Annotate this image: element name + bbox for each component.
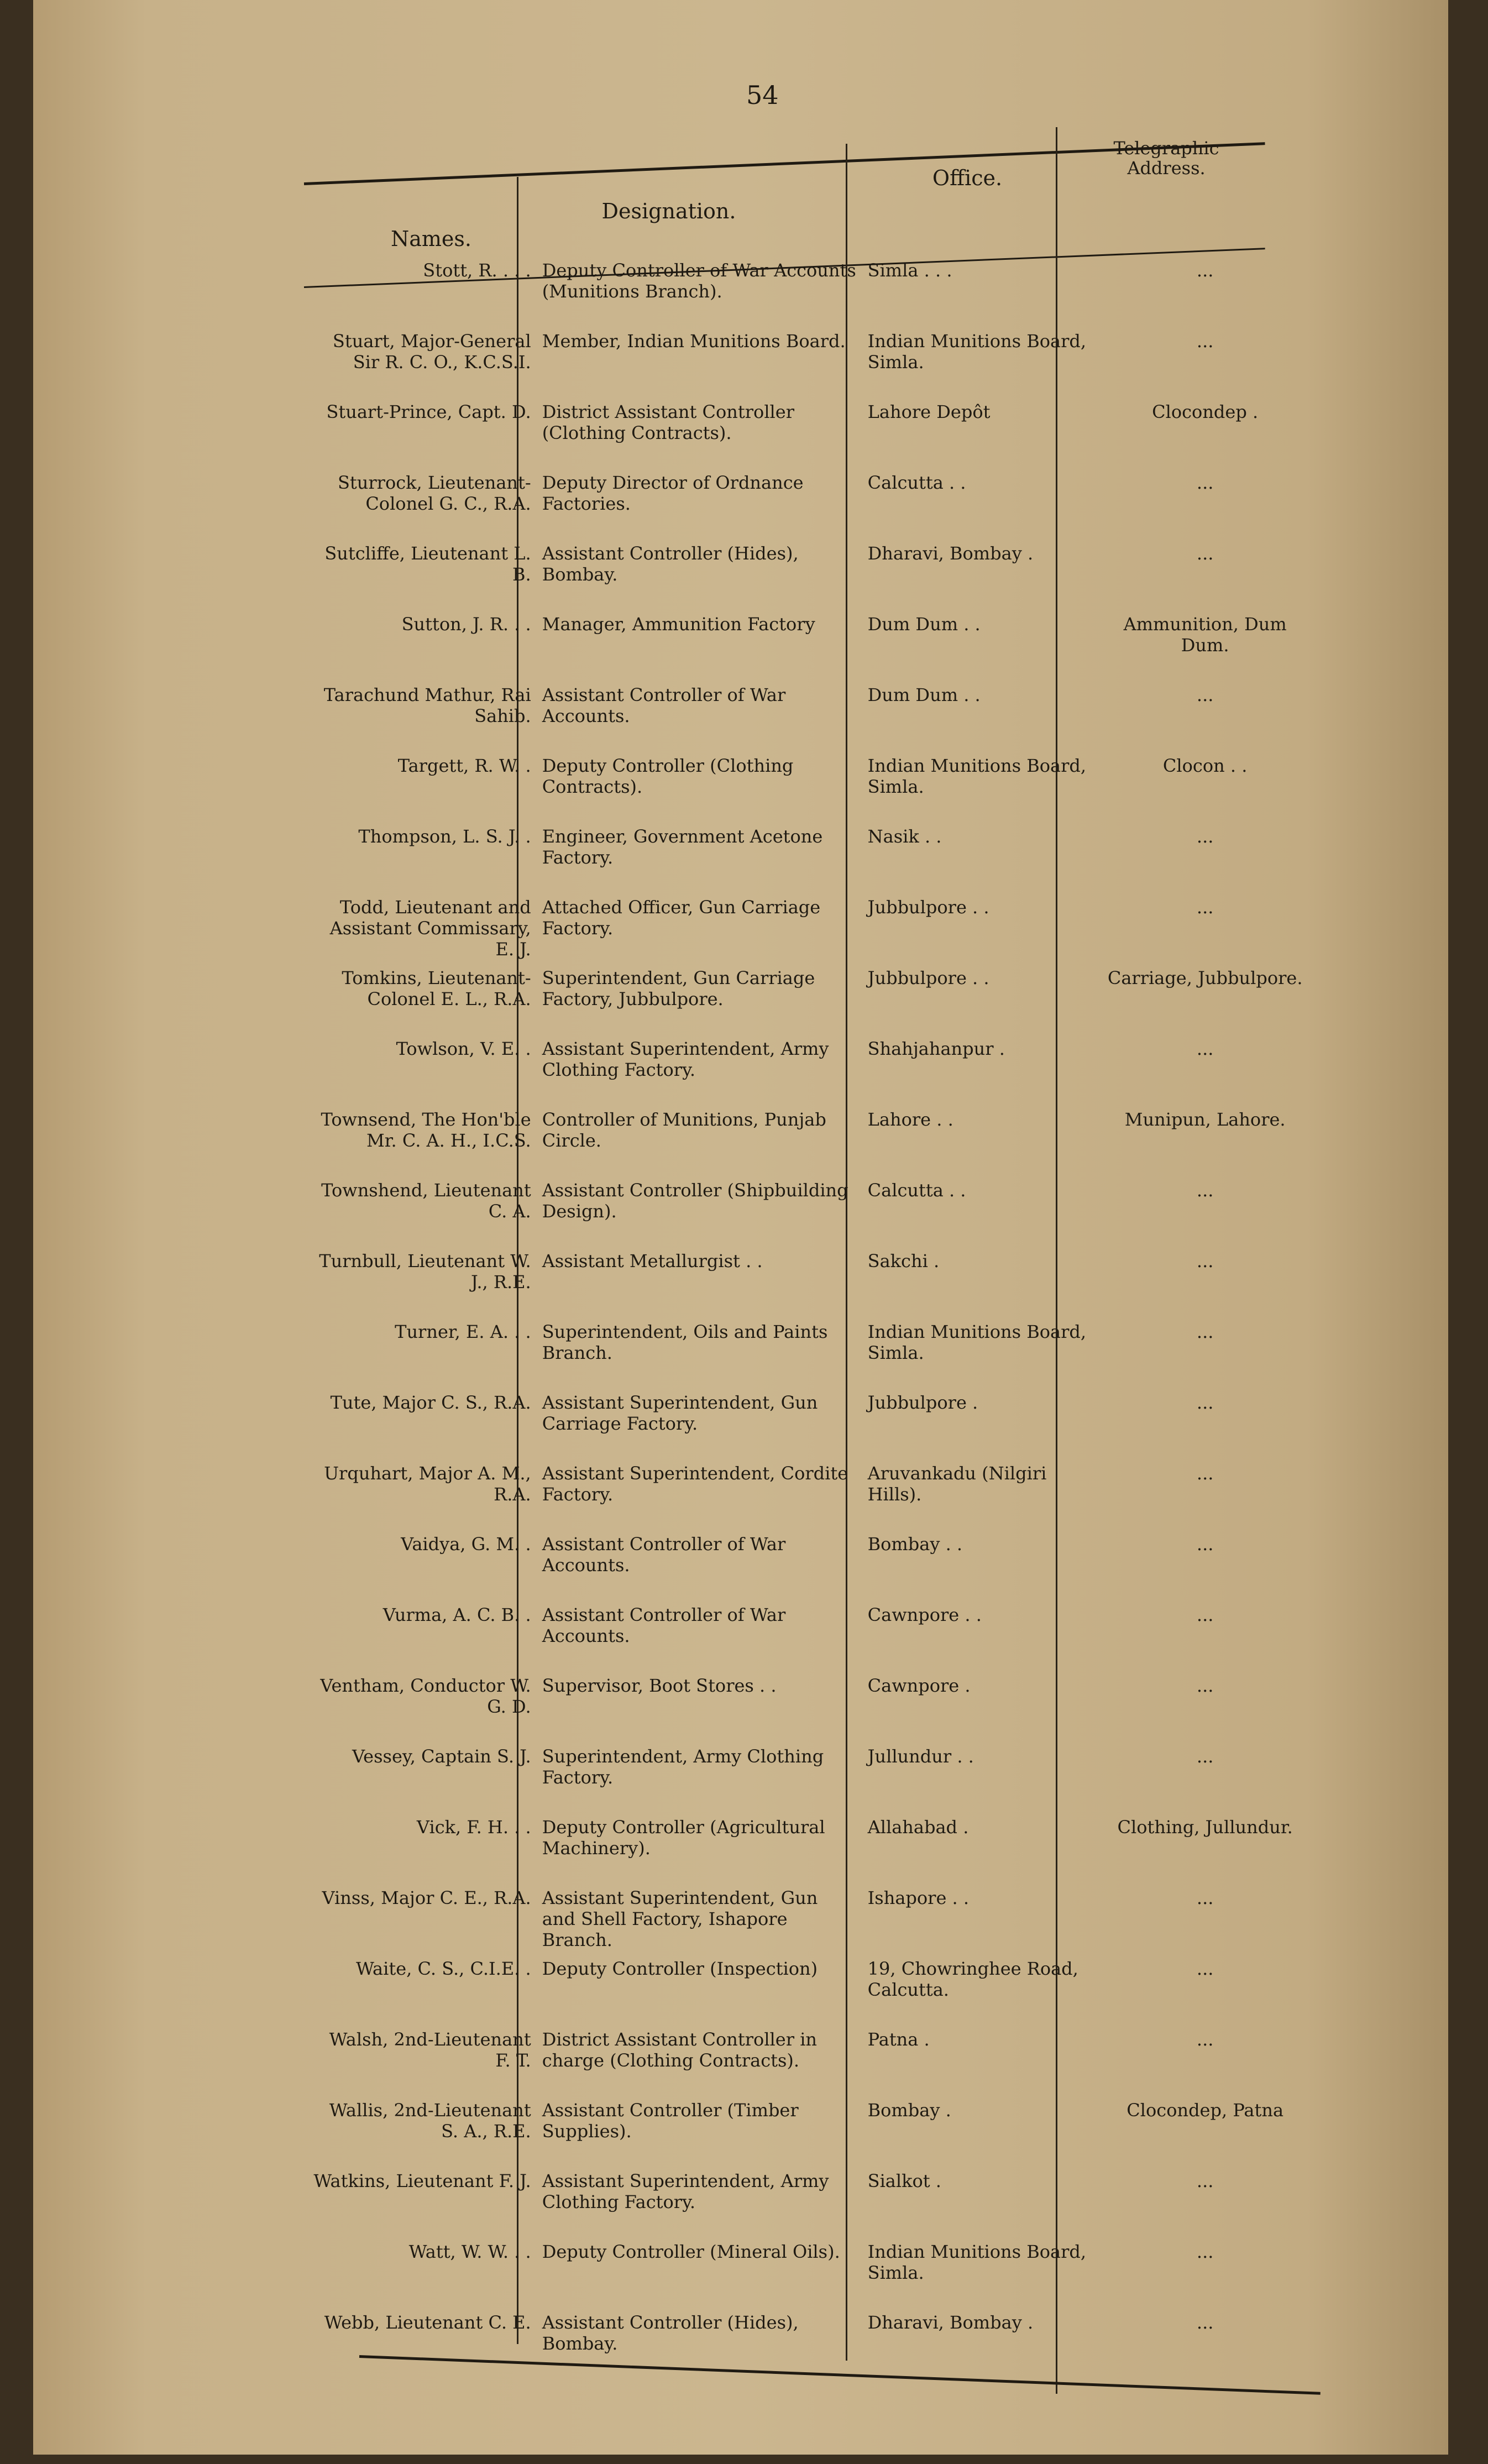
designation-cell: Deputy Controller (Agricultural Machinery).: [542, 1817, 825, 1859]
designation-cell: Assistant Metallurgist . .: [542, 1251, 763, 1272]
designation-cell: Assistant Superintendent, Gun Carriage Factory.: [542, 1392, 818, 1434]
table-row: [304, 1180, 1316, 1251]
office-cell: Jullundur . .: [867, 1746, 974, 1767]
office-cell: Lahore . .: [867, 1109, 953, 1130]
name-cell: Vaidya, G. M. .: [401, 1534, 531, 1555]
telegraphic-cell: ...: [1196, 1321, 1214, 1342]
name-cell: Waite, C. S., C.I.E. .: [355, 1958, 531, 1979]
name-cell: Targett, R. W. .: [397, 755, 531, 776]
office-cell: Bombay . .: [867, 1534, 963, 1555]
office-cell: Indian Munitions Board, Simla.: [867, 331, 1087, 373]
designation-cell: Assistant Controller (Timber Supplies).: [542, 2100, 799, 2142]
office-cell: Dum Dum . .: [867, 684, 981, 705]
name-cell: Tomkins, Lieutenant-Colonel E. L., R.A.: [342, 967, 531, 1009]
telegraphic-cell: ...: [1196, 2029, 1214, 2050]
table-row: [304, 1604, 1316, 1675]
office-cell: Jubbulpore . .: [867, 897, 989, 918]
office-cell: Dharavi, Bombay .: [867, 543, 1034, 564]
name-cell: Walsh, 2nd-Lieutenant F. T.: [329, 2029, 531, 2071]
name-cell: Wallis, 2nd-Lieutenant S. A., R.E.: [329, 2100, 531, 2142]
office-cell: Cawnpore . .: [867, 1604, 982, 1625]
designation-cell: Attached Officer, Gun Carriage Factory.: [542, 897, 821, 939]
office-cell: Indian Munitions Board, Simla.: [867, 1321, 1087, 1363]
name-cell: Vurma, A. C. B. .: [383, 1604, 531, 1625]
name-cell: Sutcliffe, Lieutenant L. B.: [324, 543, 531, 585]
telegraphic-cell: Clocondep .: [1152, 401, 1259, 422]
designation-cell: Superintendent, Army Clothing Factory.: [542, 1746, 824, 1788]
name-cell: Webb, Lieutenant C. E.: [324, 2312, 531, 2333]
office-cell: Sialkot .: [867, 2170, 941, 2191]
office-cell: Indian Munitions Board, Simla.: [867, 755, 1087, 797]
table-row: [304, 967, 1316, 1038]
designation-cell: Assistant Superintendent, Army Clothing Factory.: [542, 2170, 829, 2212]
table-row: [304, 1887, 1316, 1958]
office-cell: Allahabad .: [867, 1817, 969, 1838]
name-cell: Stott, R. . . .: [423, 260, 531, 281]
designation-cell: Supervisor, Boot Stores . .: [542, 1675, 777, 1696]
designation-cell: District Assistant Controller in charge (Clothing Contracts).: [542, 2029, 818, 2071]
name-cell: Sutton, J. R. . .: [401, 614, 531, 635]
telegraphic-cell: Ammunition, Dum Dum.: [1123, 614, 1287, 656]
directory-rows: [304, 260, 1316, 2383]
telegraphic-cell: ...: [1196, 472, 1214, 493]
designation-cell: Manager, Ammunition Factory: [542, 614, 815, 635]
table-row: [304, 1392, 1316, 1463]
office-cell: 19, Chowringhee Road, Calcutta.: [867, 1958, 1078, 2000]
name-cell: Ventham, Conductor W. G. D.: [320, 1675, 531, 1717]
designation-cell: Assistant Superintendent, Army Clothing Factory.: [542, 1038, 829, 1080]
telegraphic-cell: ...: [1196, 684, 1214, 705]
table-row: [304, 1534, 1316, 1604]
designation-cell: Engineer, Government Acetone Factory.: [542, 826, 823, 868]
table-row: [304, 260, 1316, 331]
name-cell: Towlson, V. E. .: [396, 1038, 531, 1059]
office-cell: Aruvankadu (Nilgiri Hills).: [867, 1463, 1047, 1505]
name-cell: Turner, E. A. . .: [395, 1321, 531, 1342]
name-cell: Todd, Lieutenant and Assistant Commissary, E. J.: [329, 897, 531, 960]
table-row: [304, 1321, 1316, 1392]
designation-cell: Assistant Superintendent, Cordite Factory.: [542, 1463, 848, 1505]
header-names: Names.: [390, 227, 471, 251]
table-row: [304, 2241, 1316, 2312]
telegraphic-cell: ...: [1196, 1746, 1214, 1767]
designation-cell: Superintendent, Oils and Paints Branch.: [542, 1321, 828, 1363]
telegraphic-cell: Clothing, Jullundur.: [1117, 1817, 1293, 1838]
office-cell: Nasik . .: [867, 826, 942, 847]
header-designation: Designation.: [601, 199, 736, 223]
office-cell: Dum Dum . .: [867, 614, 981, 635]
name-cell: Turnbull, Lieutenant W. J., R.E.: [319, 1251, 531, 1293]
name-cell: Sturrock, Lieutenant-Colonel G. C., R.A.: [337, 472, 531, 514]
designation-cell: Assistant Superintendent, Gun and Shell Factory, Ishapore Branch.: [542, 1887, 818, 1950]
table-row: [304, 331, 1316, 401]
office-cell: Calcutta . .: [867, 472, 966, 493]
name-cell: Tarachund Mathur, Rai Sahib.: [323, 684, 531, 726]
name-cell: Townshend, Lieutenant C. A.: [321, 1180, 531, 1222]
table-row: [304, 1817, 1316, 1887]
telegraphic-cell: ...: [1196, 1887, 1214, 1908]
office-cell: Dharavi, Bombay .: [867, 2312, 1034, 2333]
designation-cell: Assistant Controller (Hides), Bombay.: [542, 543, 799, 585]
office-cell: Lahore Depôt: [867, 401, 991, 422]
name-cell: Watt, W. W. . .: [408, 2241, 531, 2262]
office-cell: Bombay .: [867, 2100, 951, 2121]
table-row: [304, 2100, 1316, 2170]
designation-cell: Assistant Controller (Shipbuilding Design).: [542, 1180, 848, 1222]
table-row: [304, 543, 1316, 614]
table-row: [304, 1109, 1316, 1180]
designation-cell: Assistant Controller of War Accounts.: [542, 684, 786, 726]
name-cell: Vinss, Major C. E., R.A.: [322, 1887, 531, 1908]
designation-cell: Assistant Controller (Hides), Bombay.: [542, 2312, 799, 2354]
designation-cell: Assistant Controller of War Accounts.: [542, 1604, 786, 1646]
telegraphic-cell: ...: [1196, 1604, 1214, 1625]
name-cell: Urquhart, Major A. M., R.A.: [324, 1463, 531, 1505]
name-cell: Stuart-Prince, Capt. D.: [326, 401, 531, 422]
directory-table: [304, 260, 1316, 2383]
header-office: Office.: [932, 166, 1003, 190]
table-row: [304, 684, 1316, 755]
telegraphic-cell: ...: [1196, 260, 1214, 281]
designation-cell: Superintendent, Gun Carriage Factory, Jubbulpore.: [542, 967, 815, 1009]
name-cell: Stuart, Major-General Sir R. C. O., K.C.S.I.: [332, 331, 531, 373]
telegraphic-cell: ...: [1196, 1038, 1214, 1059]
header-telegraphic: Telegraphic Address.: [1113, 138, 1219, 179]
designation-cell: Deputy Director of Ordnance Factories.: [542, 472, 804, 514]
name-cell: Thompson, L. S. J. .: [358, 826, 531, 847]
telegraphic-cell: Clocondep, Patna: [1127, 2100, 1284, 2121]
telegraphic-cell: ...: [1196, 1958, 1214, 1979]
table-row: [304, 1038, 1316, 1109]
table-row: [304, 472, 1316, 543]
name-cell: Vessey, Captain S. J.: [352, 1746, 531, 1767]
telegraphic-cell: Carriage, Jubbulpore.: [1107, 967, 1303, 988]
telegraphic-cell: ...: [1196, 1392, 1214, 1413]
telegraphic-cell: Clocon . .: [1162, 755, 1248, 776]
telegraphic-cell: ...: [1196, 826, 1214, 847]
table-row: [304, 1251, 1316, 1321]
office-cell: Jubbulpore . .: [867, 967, 989, 988]
office-cell: Ishapore . .: [867, 1887, 970, 1908]
directory-page: [33, 0, 1448, 2455]
office-cell: Calcutta . .: [867, 1180, 966, 1201]
office-cell: Simla . . .: [867, 260, 952, 281]
telegraphic-cell: ...: [1196, 543, 1214, 564]
designation-cell: Assistant Controller of War Accounts.: [542, 1534, 786, 1576]
name-cell: Watkins, Lieutenant F. J.: [313, 2170, 531, 2191]
office-cell: Shahjahanpur .: [867, 1038, 1005, 1059]
table-row: [304, 614, 1316, 684]
telegraphic-cell: ...: [1196, 1675, 1214, 1696]
table-row: [304, 755, 1316, 826]
telegraphic-cell: ...: [1196, 2170, 1214, 2191]
designation-cell: Deputy Controller (Clothing Contracts).: [542, 755, 794, 797]
table-row: [304, 1746, 1316, 1817]
table-row: [304, 2170, 1316, 2241]
telegraphic-cell: Munipun, Lahore.: [1124, 1109, 1286, 1130]
table-row: [304, 897, 1316, 967]
table-row: [304, 1463, 1316, 1534]
telegraphic-cell: ...: [1196, 1180, 1214, 1201]
table-row: [304, 1675, 1316, 1746]
designation-cell: District Assistant Controller (Clothing Contracts).: [542, 401, 795, 443]
designation-cell: Controller of Munitions, Punjab Circle.: [542, 1109, 826, 1151]
telegraphic-cell: ...: [1196, 1251, 1214, 1272]
name-cell: Townsend, The Hon'ble Mr. C. A. H., I.C.S.: [321, 1109, 531, 1151]
telegraphic-cell: ...: [1196, 2312, 1214, 2333]
office-cell: Patna .: [867, 2029, 930, 2050]
telegraphic-cell: ...: [1196, 1463, 1214, 1484]
designation-cell: Deputy Controller of War Accounts (Munitions Branch).: [542, 260, 856, 302]
office-cell: Indian Munitions Board, Simla.: [867, 2241, 1087, 2283]
telegraphic-cell: ...: [1196, 331, 1214, 352]
page-number: 54: [746, 80, 779, 110]
name-cell: Vick, F. H. . .: [416, 1817, 531, 1838]
designation-cell: Deputy Controller (Inspection): [542, 1958, 818, 1979]
telegraphic-cell: ...: [1196, 1534, 1214, 1555]
name-cell: Tute, Major C. S., R.A.: [330, 1392, 531, 1413]
office-cell: Jubbulpore .: [867, 1392, 978, 1413]
telegraphic-cell: ...: [1196, 2241, 1214, 2262]
table-row: [304, 401, 1316, 472]
designation-cell: Member, Indian Munitions Board.: [542, 331, 846, 352]
table-row: [304, 826, 1316, 897]
table-row: [304, 2029, 1316, 2100]
designation-cell: Deputy Controller (Mineral Oils).: [542, 2241, 840, 2262]
office-cell: Sakchi .: [867, 1251, 940, 1272]
telegraphic-cell: ...: [1196, 897, 1214, 918]
table-row: [304, 1958, 1316, 2029]
office-cell: Cawnpore .: [867, 1675, 971, 1696]
